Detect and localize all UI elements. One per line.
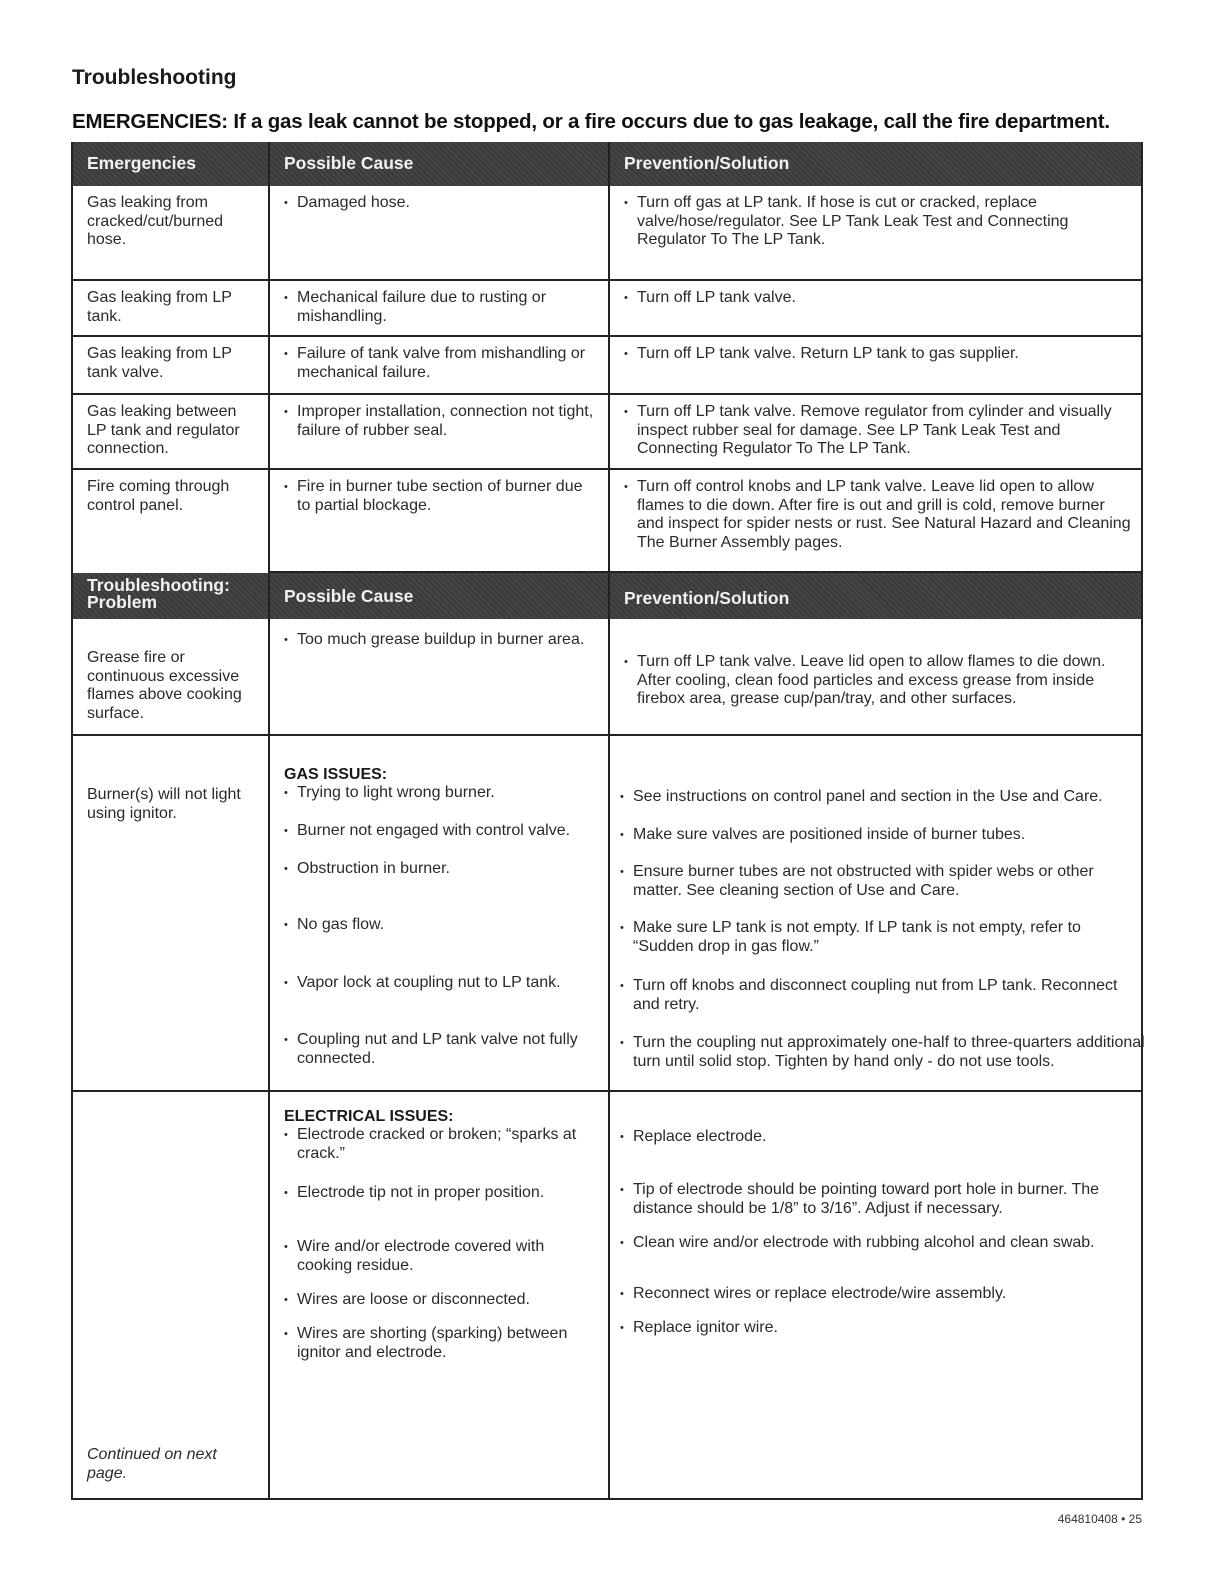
page-title: Troubleshooting xyxy=(72,66,237,89)
table-row xyxy=(71,395,1143,470)
header-emergencies: Emergencies xyxy=(71,142,268,186)
table-row xyxy=(71,470,1143,573)
solution-item: • Turn off knobs and disconnect coupling nut from LP tank. Reconnect and retry. xyxy=(620,977,1148,1014)
problem-cell: Burner(s) will not light using ignitor. xyxy=(71,736,268,1092)
table-row xyxy=(71,281,1143,337)
problem-cell: Gas leaking between LP tank and regulator connection. xyxy=(71,395,268,470)
solution-item: • Turn off gas at LP tank. If hose is cut or cracked, replace valve/hose/regulator. See LP Tank Leak Test and Connecting Regulator To The LP Tank. xyxy=(624,194,1131,250)
header-troubleshooting: Troubleshooting: xyxy=(87,575,230,595)
solution-item: • Turn the coupling nut approximately one-half to three-quarters additional turn until solid stop. Tighten by hand only - do not use tools. xyxy=(620,1034,1151,1071)
solution-item: • Replace electrode. xyxy=(620,1128,1143,1147)
gas-solutions-cell xyxy=(608,736,1143,1092)
problem-cell: Gas leaking from LP tank valve. xyxy=(71,337,268,395)
solution-item: • Replace ignitor wire. xyxy=(620,1319,1143,1338)
solution-item: • Make sure valves are positioned inside of burner tubes. xyxy=(620,826,1148,845)
solution-item: • Turn off LP tank valve. Remove regulator from cylinder and visually inspect rubber seal for damage. See LP Tank Leak Test and Connecting Regulator To The LP Tank. xyxy=(624,403,1131,459)
cause-item: • Wires are shorting (sparking) between ignitor and electrode. xyxy=(284,1325,597,1362)
cause-item: • Wire and/or electrode covered with cooking residue. xyxy=(284,1238,577,1275)
cause-item: • Electrode tip not in proper position. xyxy=(284,1184,607,1203)
table-row xyxy=(71,736,1143,1092)
solution-item: • Turn off LP tank valve. Return LP tank to gas supplier. xyxy=(624,345,1131,364)
cause-item: • No gas flow. xyxy=(284,916,607,935)
emergency-notice: EMERGENCIES: If a gas leak cannot be stopped, or a fire occurs due to gas leakage, call the fire department. xyxy=(72,110,1110,133)
solution-item: • Clean wire and/or electrode with rubbing alcohol and clean swab. xyxy=(620,1234,1143,1253)
solution-item: • See instructions on control panel and section in the Use and Care. xyxy=(620,788,1148,807)
cause-item: • Obstruction in burner. xyxy=(284,860,607,879)
solution-item: • Turn off LP tank valve. xyxy=(624,289,1131,308)
header-prevention-solution: Prevention/Solution xyxy=(608,142,1143,186)
electrical-issues-heading: ELECTRICAL ISSUES: xyxy=(284,1108,454,1125)
solution-item: • Tip of electrode should be pointing toward port hole in burner. The distance should be 1/8” to 3/16”. Adjust if necessary. xyxy=(620,1181,1133,1218)
problem-cell: Fire coming through control panel. xyxy=(71,470,268,573)
header-problem: Problem xyxy=(87,592,158,612)
cause-item: • Trying to light wrong burner. xyxy=(284,784,607,803)
cause-item: • Wires are loose or disconnected. xyxy=(284,1291,607,1310)
header-possible-cause: Possible Cause xyxy=(268,573,608,619)
solution-item: • Ensure burner tubes are not obstructed with spider webs or other matter. See cleaning section of Use and Care. xyxy=(620,863,1128,900)
electrical-problem-cell xyxy=(71,1092,268,1500)
solution-item: • Reconnect wires or replace electrode/wire assembly. xyxy=(620,1285,1143,1304)
troubleshooting-header-row xyxy=(71,573,1143,619)
table-row xyxy=(71,337,1143,395)
solution-item: • Turn off LP tank valve. Leave lid open to allow flames to die down. After cooling, clean food particles and excess grease from inside firebox area, grease cup/pan/tray, and other surfaces. xyxy=(624,653,1131,709)
header-troubleshooting-problem xyxy=(71,573,268,619)
cause-item: • Failure of tank valve from mishandling or mechanical failure. xyxy=(284,345,598,382)
page-footer: 464810408 • 25 xyxy=(1057,1512,1142,1526)
cause-item: • Improper installation, connection not tight, failure of rubber seal. xyxy=(284,403,598,440)
solution-item: • Make sure LP tank is not empty. If LP tank is not empty, refer to “Sudden drop in gas flow.” xyxy=(620,919,1113,956)
gas-issues-heading: GAS ISSUES: xyxy=(284,766,388,783)
continued-note: Continued on next page. xyxy=(87,1446,217,1482)
header-possible-cause: Possible Cause xyxy=(268,142,608,186)
cause-item: • Mechanical failure due to rusting or mishandling. xyxy=(284,289,598,326)
cause-item: • Vapor lock at coupling nut to LP tank. xyxy=(284,974,607,993)
solution-item: • Turn off control knobs and LP tank valve. Leave lid open to allow flames to die down. After fire is out and grill is cold, remove burner and inspect for spider nests or rust. See Natural Hazard and Cleaning The Burner Assembly pages. xyxy=(624,478,1131,552)
table-row xyxy=(71,186,1143,281)
troubleshooting-table xyxy=(71,142,1143,1500)
electrical-solutions-cell xyxy=(608,1092,1143,1500)
cause-item: • Electrode cracked or broken; “sparks at crack.” xyxy=(284,1126,607,1163)
problem-cell: Gas leaking from cracked/cut/burned hose. xyxy=(71,186,268,281)
cause-item: • Coupling nut and LP tank valve not fully connected. xyxy=(284,1031,597,1068)
cause-item: • Burner not engaged with control valve. xyxy=(284,822,607,841)
table-row xyxy=(71,619,1143,736)
problem-cell: Grease fire or continuous excessive flames above cooking surface. xyxy=(71,619,268,736)
problem-cell: Gas leaking from LP tank. xyxy=(71,281,268,337)
electrical-causes-cell xyxy=(268,1092,608,1500)
cause-item: • Damaged hose. xyxy=(284,194,598,213)
header-prevention-solution: Prevention/Solution xyxy=(608,573,1143,619)
cause-item: • Too much grease buildup in burner area. xyxy=(284,631,598,650)
gas-causes-cell xyxy=(268,736,608,1092)
cause-item: • Fire in burner tube section of burner due to partial blockage. xyxy=(284,478,598,515)
emergency-header-row xyxy=(71,142,1143,186)
table-row xyxy=(71,1092,1143,1500)
